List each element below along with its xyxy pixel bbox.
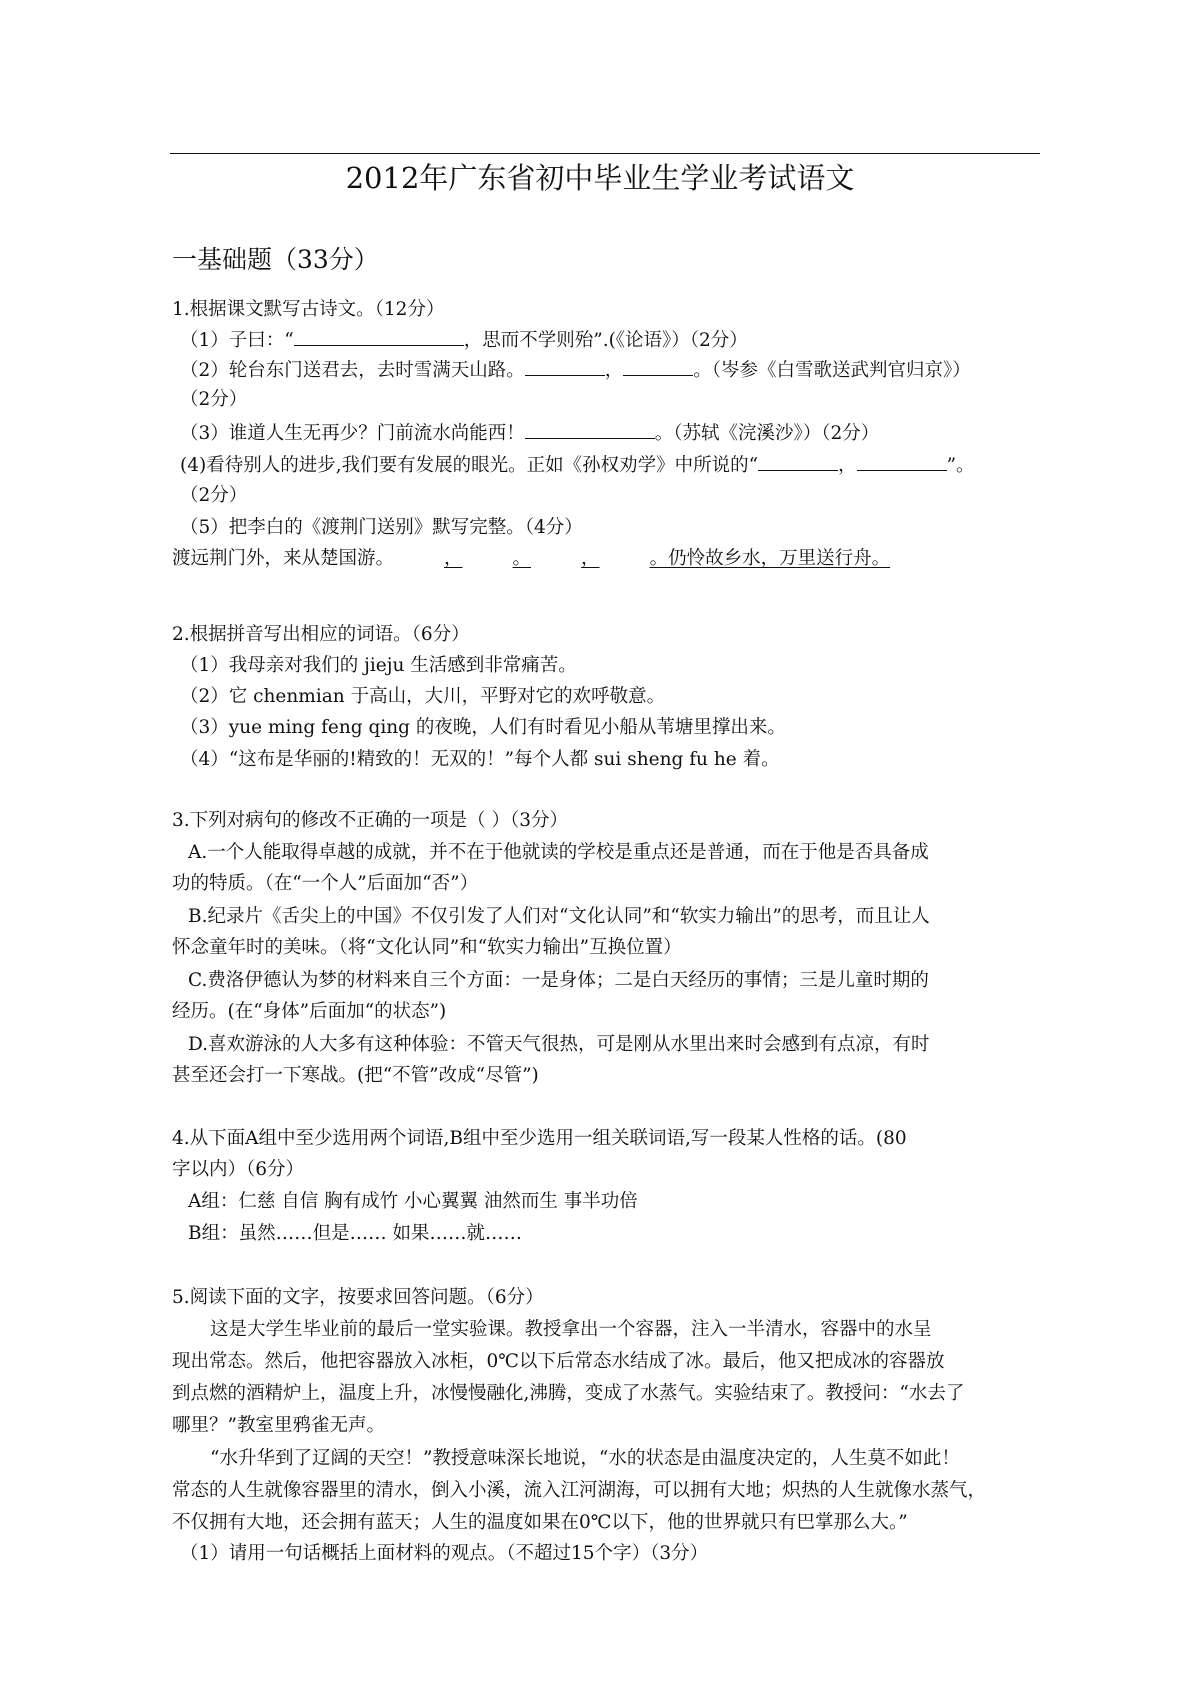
q3-option-d: D.喜欢游泳的人大多有这种体验：不管天气很热，可是刚从水里出来时会感到有点凉，有时 bbox=[188, 1034, 930, 1055]
q5-subquestion-1: （1）请用一句话概括上面材料的观点。（不超过15个字）（3分） bbox=[180, 1543, 709, 1564]
q3-option-b: B.纪录片《舌尖上的中国》不仅引发了人们对“文化认同”和“软实力输出”的思考，而且让人 bbox=[188, 906, 930, 927]
q2-item-4: （4）“这布是华丽的!精致的！无双的！”每个人都 sui sheng fu he 着。 bbox=[180, 749, 780, 770]
page-title: 2012年广东省初中毕业生学业考试语文 bbox=[345, 161, 855, 195]
q4-group-b: B组：虽然……但是…… 如果……就…… bbox=[188, 1223, 522, 1244]
q1-line-3: （3）谁道人生无再少？门前流水尚能西！ 。（苏轼《浣溪沙》）（2分） bbox=[180, 420, 879, 447]
q3-option-c-cont: 经历。(在“身体”后面加“的状态”) bbox=[172, 1001, 447, 1022]
q1-line-4: (4)看待别人的进步,我们要有发展的眼光。正如《孙权劝学》中所说的“ ， ”。 bbox=[180, 452, 975, 479]
q3-option-a: A.一个人能取得卓越的成就，并不在于他就读的学校是重点还是普通，而在于他是否具备成 bbox=[188, 842, 929, 863]
answer-blank[interactable] bbox=[758, 452, 838, 471]
q1-line-5: （5）把李白的《渡荆门送别》默写完整。（4分） bbox=[180, 517, 583, 538]
section-heading: 一基础题（33分） bbox=[172, 245, 379, 274]
q5-passage-line-2: 现出常态。然后，他把容器放入冰柜，0℃以下后常态水结成了冰。最后，他又把成冰的容器放 bbox=[172, 1351, 945, 1372]
q3-option-d-cont: 甚至还会打一下寒战。(把“不管”改成“尽管”) bbox=[172, 1065, 539, 1086]
q1-line-2-score: （2分） bbox=[180, 389, 248, 410]
q1-stem: 1.根据课文默写古诗文。（12分） bbox=[172, 299, 445, 320]
q4-group-a: A组：仁慈 自信 胸有成竹 小心翼翼 油然而生 事半功倍 bbox=[188, 1191, 638, 1212]
q3-option-a-cont: 功的特质。（在“一个人”后面加“否”） bbox=[172, 873, 479, 894]
q5-passage-line-1: 这是大学生毕业前的最后一堂实验课。教授拿出一个容器，注入一半清水，容器中的水呈 bbox=[210, 1319, 932, 1340]
q5-passage-line-6: 常态的人生就像容器里的清水，倒入小溪，流入江河湖海，可以拥有大地；炽热的人生就像水蒸气， bbox=[172, 1480, 987, 1501]
q4-stem-cont: 字以内）（6分） bbox=[172, 1159, 305, 1180]
answer-blank[interactable] bbox=[525, 420, 655, 439]
header-rule bbox=[170, 153, 1040, 154]
q3-option-b-cont: 怀念童年时的美味。（将“文化认同”和“软实力输出”互换位置） bbox=[172, 937, 682, 958]
q1-line-1: （1）子曰：“ ，思而不学则殆”.(《论语》）（2分） bbox=[180, 327, 748, 354]
q2-item-2: （2）它 chenmian 于高山，大川，平野对它的欢呼敬意。 bbox=[180, 686, 666, 707]
q5-passage-line-5: “水升华到了辽阔的天空！”教授意味深长地说，“水的状态是由温度决定的，人生莫不如此！ bbox=[210, 1448, 960, 1469]
answer-blank[interactable] bbox=[623, 357, 693, 376]
q1-line-4-score: （2分） bbox=[180, 485, 248, 506]
q3-option-c: C.费洛伊德认为梦的材料来自三个方面：一是身体；二是白天经历的事情；三是儿童时期的 bbox=[188, 970, 929, 991]
q1-line-2: （2）轮台东门送君去，去时雪满天山路。 ， 。（岑参《白雪歌送武判官归京》） bbox=[180, 357, 971, 384]
answer-blank[interactable] bbox=[294, 327, 464, 346]
q5-stem: 5.阅读下面的文字，按要求回答问题。（6分） bbox=[172, 1287, 544, 1308]
answer-blank[interactable] bbox=[525, 357, 605, 376]
q4-stem: 4.从下面A组中至少选用两个词语,B组中至少选用一组关联词语,写一段某人性格的话。(80 bbox=[172, 1128, 907, 1149]
q5-passage-line-4: 哪里？”教室里鸦雀无声。 bbox=[172, 1415, 385, 1436]
q2-stem: 2.根据拼音写出相应的词语。（6分） bbox=[172, 624, 470, 645]
q5-passage-line-7: 不仅拥有大地，还会拥有蓝天；人生的温度如果在0℃以下，他的世界就只有巴掌那么大。” bbox=[172, 1512, 908, 1533]
q5-passage-line-3: 到点燃的酒精炉上，温度上升，冰慢慢融化,沸腾，变成了水蒸气。实验结束了。教授问：“水去了 bbox=[172, 1383, 965, 1404]
q2-item-3: （3）yue ming feng qing 的夜晚，人们有时看见小船从苇塘里撑出来。 bbox=[180, 717, 786, 738]
poem-answer-underline[interactable]: ， 。 ， 。仍怜故乡水，万里送行舟。 bbox=[444, 548, 891, 569]
q2-item-1: （1）我母亲对我们的 jieju 生活感到非常痛苦。 bbox=[180, 655, 577, 676]
q1-line-6: 渡远荆门外，来从楚国游。 ， 。 ， 。仍怜故乡水，万里送行舟。 bbox=[172, 548, 891, 569]
answer-blank[interactable] bbox=[857, 452, 947, 471]
q3-stem: 3.下列对病句的修改不正确的一项是（ ）（3分） bbox=[172, 810, 569, 831]
